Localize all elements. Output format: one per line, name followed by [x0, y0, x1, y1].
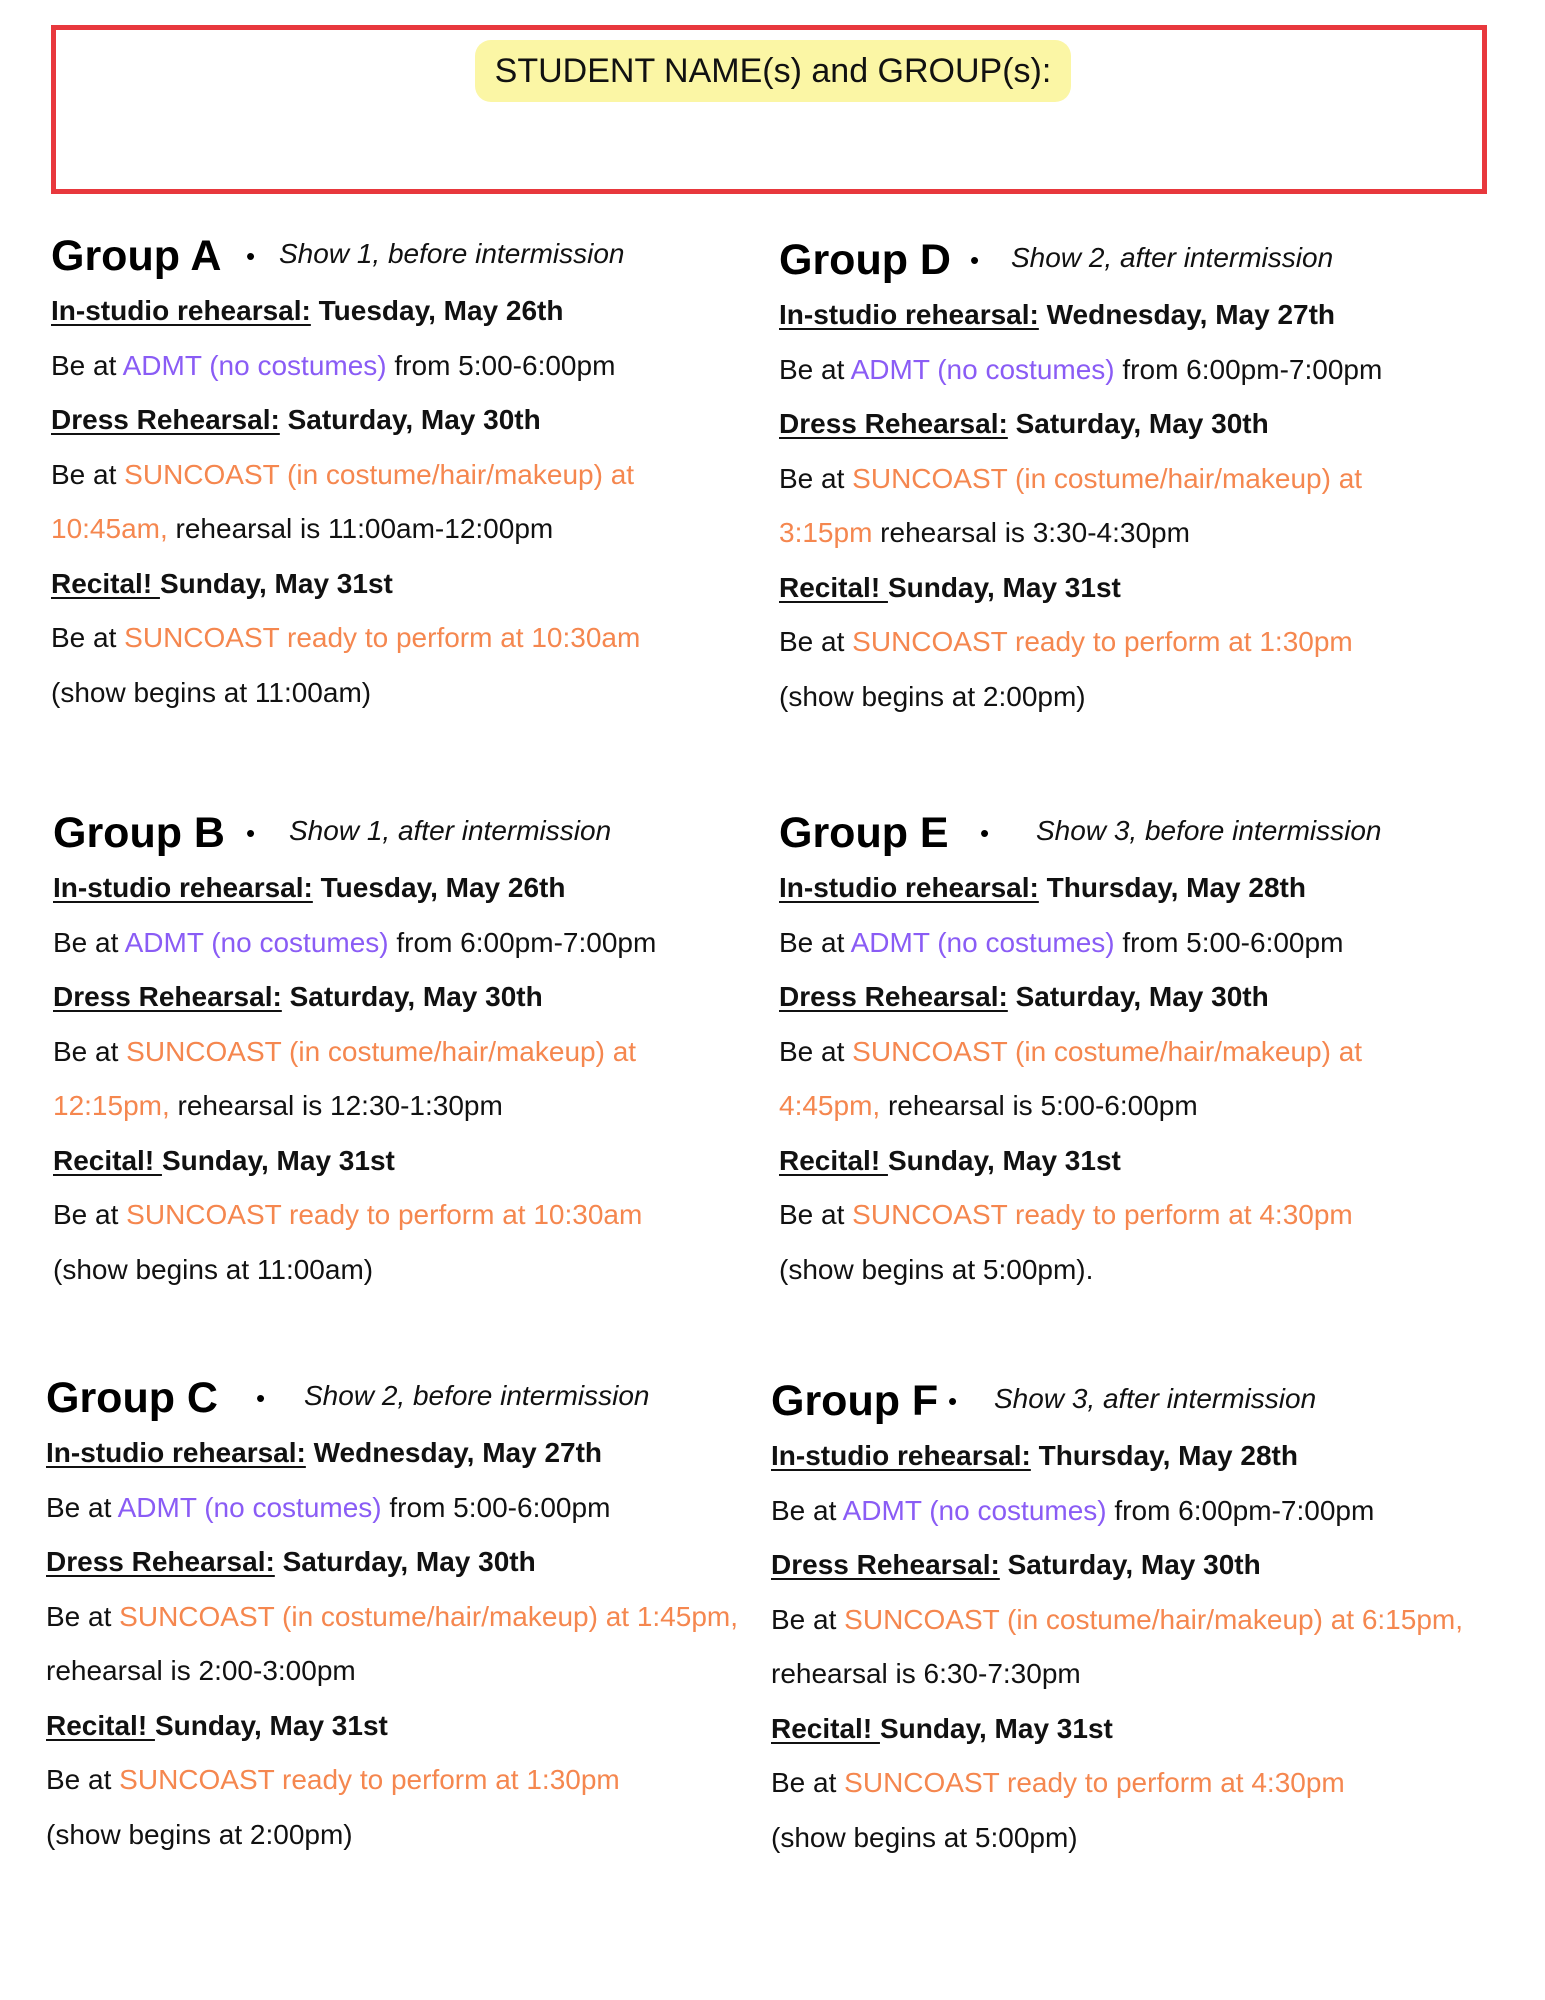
- dress-rehearsal-heading: [51, 393, 771, 448]
- studio-prefix: Be at: [771, 1494, 843, 1526]
- studio-prefix: Be at: [779, 926, 851, 958]
- recital-heading: [779, 1134, 1499, 1189]
- studio-time: from 6:00pm-7:00pm: [1114, 353, 1383, 385]
- studio-prefix: Be at: [51, 349, 123, 381]
- recital-label: Recital!: [46, 1709, 155, 1741]
- group-block: [53, 805, 773, 1297]
- studio-rehearsal-date: Tuesday, May 26th: [312, 872, 566, 903]
- recital-location: SUNCOAST ready to perform at 1:30pm: [852, 626, 1353, 657]
- dress-location: SUNCOAST (in costume/hair/makeup) at: [126, 1035, 637, 1067]
- dress-rehearsal-detail: [53, 1025, 773, 1080]
- recital-label: Recital!: [771, 1712, 880, 1744]
- dress-call-time: 12:15pm,: [53, 1090, 170, 1121]
- show-begins: (show begins at 2:00pm): [46, 1818, 353, 1850]
- bullet-icon: •: [970, 245, 980, 275]
- dress-prefix: Be at: [46, 1600, 120, 1632]
- studio-prefix: Be at: [46, 1491, 118, 1523]
- dress-call-time: 3:15pm: [779, 517, 873, 548]
- studio-time: from 5:00-6:00pm: [386, 349, 616, 381]
- recital-date: Sunday, May 31st: [161, 1144, 395, 1176]
- studio-location: ADMT (no costumes): [850, 926, 1115, 958]
- show-info: Show 2, before intermission: [304, 1380, 650, 1411]
- studio-rehearsal-heading: [53, 861, 773, 916]
- dress-rehearsal-detail: [779, 452, 1499, 507]
- dress-location: SUNCOAST (in costume/hair/makeup) at: [852, 462, 1363, 494]
- bullet-icon: •: [980, 818, 990, 848]
- studio-rehearsal-detail: [779, 343, 1499, 398]
- group-header: [771, 1373, 1491, 1429]
- show-begins: (show begins at 11:00am): [51, 676, 372, 708]
- recital-heading: [51, 557, 771, 612]
- group-title: Group D: [779, 236, 951, 284]
- recital-location: SUNCOAST ready to perform at 4:30pm: [844, 1767, 1345, 1798]
- studio-rehearsal-heading: [46, 1426, 766, 1481]
- dress-rehearsal-time: [51, 502, 771, 557]
- group-header: [46, 1370, 766, 1426]
- dress-rehearsal-heading: [779, 970, 1499, 1025]
- studio-time: from 6:00pm-7:00pm: [1106, 1494, 1375, 1526]
- studio-rehearsal-date: Wednesday, May 27th: [1038, 299, 1336, 330]
- studio-rehearsal-date: Tuesday, May 26th: [310, 295, 564, 326]
- recital-label: Recital!: [779, 571, 888, 603]
- recital-heading: [771, 1702, 1491, 1757]
- recital-location: SUNCOAST ready to perform at 10:30am: [126, 1199, 643, 1230]
- recital-location: SUNCOAST ready to perform at 1:30pm: [119, 1764, 620, 1795]
- dress-rehearsal-heading: [779, 397, 1499, 452]
- group-header: [51, 228, 771, 284]
- studio-rehearsal-label: In-studio rehearsal:: [53, 872, 313, 903]
- show-begins: (show begins at 5:00pm).: [779, 1253, 1094, 1285]
- dress-rehearsal-detail: [771, 1593, 1491, 1648]
- recital-label: Recital!: [53, 1144, 162, 1176]
- dress-rehearsal-date: Saturday, May 30th: [1007, 408, 1269, 439]
- recital-detail: [53, 1188, 773, 1243]
- studio-rehearsal-heading: [51, 284, 771, 339]
- studio-rehearsal-label: In-studio rehearsal:: [771, 1440, 1031, 1471]
- dress-rehearsal-detail: [779, 1025, 1499, 1080]
- dress-rehearsal-date: Saturday, May 30th: [1007, 981, 1269, 1012]
- recital-prefix: Be at: [46, 1764, 120, 1795]
- dress-rehearsal-heading: [53, 970, 773, 1025]
- dress-rehearsal-label: Dress Rehearsal:: [51, 404, 280, 435]
- recital-prefix: Be at: [779, 1199, 853, 1230]
- studio-rehearsal-heading: [779, 288, 1499, 343]
- studio-rehearsal-detail: [53, 916, 773, 971]
- recital-detail: [771, 1756, 1491, 1811]
- recital-label: Recital!: [51, 567, 160, 599]
- dress-rehearsal-window: rehearsal is 12:30-1:30pm: [169, 1090, 503, 1121]
- recital-heading: [53, 1134, 773, 1189]
- studio-rehearsal-detail: [779, 916, 1499, 971]
- dress-rehearsal-time: [46, 1644, 766, 1699]
- dress-rehearsal-label: Dress Rehearsal:: [779, 981, 1008, 1012]
- bullet-icon: •: [246, 818, 256, 848]
- dress-rehearsal-date: Saturday, May 30th: [279, 404, 541, 435]
- dress-rehearsal-window: rehearsal is 2:00-3:00pm: [46, 1655, 356, 1686]
- dress-rehearsal-time: [779, 506, 1499, 561]
- show-info: Show 2, after intermission: [1011, 242, 1334, 273]
- studio-location: ADMT (no costumes): [850, 353, 1115, 385]
- dress-location: SUNCOAST (in costume/hair/makeup) at: [852, 1035, 1363, 1067]
- recital-date: Sunday, May 31st: [159, 567, 393, 599]
- recital-detail: [779, 1188, 1499, 1243]
- dress-rehearsal-window: rehearsal is 11:00am-12:00pm: [167, 513, 554, 544]
- dress-rehearsal-time: [779, 1079, 1499, 1134]
- dress-location: SUNCOAST (in costume/hair/makeup) at 6:15pm,: [844, 1603, 1464, 1635]
- recital-prefix: Be at: [779, 626, 853, 657]
- dress-rehearsal-date: Saturday, May 30th: [999, 1549, 1261, 1580]
- show-begins: (show begins at 2:00pm): [779, 680, 1086, 712]
- group-title: Group F: [771, 1377, 939, 1425]
- recital-prefix: Be at: [771, 1767, 845, 1798]
- dress-rehearsal-window: rehearsal is 3:30-4:30pm: [872, 517, 1190, 548]
- dress-rehearsal-heading: [46, 1535, 766, 1590]
- dress-location: SUNCOAST (in costume/hair/makeup) at 1:45pm,: [119, 1600, 739, 1632]
- dress-location: SUNCOAST (in costume/hair/makeup) at: [124, 458, 635, 490]
- group-header: [53, 805, 773, 861]
- dress-call-time: 4:45pm,: [779, 1090, 881, 1121]
- studio-rehearsal-detail: [46, 1481, 766, 1536]
- recital-location: SUNCOAST ready to perform at 4:30pm: [852, 1199, 1353, 1230]
- studio-rehearsal-date: Wednesday, May 27th: [305, 1437, 603, 1468]
- studio-location: ADMT (no costumes): [117, 1491, 382, 1523]
- recital-label: Recital!: [779, 1144, 888, 1176]
- group-title: Group B: [53, 809, 225, 857]
- dress-prefix: Be at: [771, 1603, 845, 1635]
- recital-heading: [46, 1699, 766, 1754]
- recital-detail: [46, 1753, 766, 1808]
- show-info: Show 3, after intermission: [994, 1383, 1317, 1414]
- group-title: Group C: [46, 1374, 218, 1422]
- recital-date: Sunday, May 31st: [887, 1144, 1121, 1176]
- show-begins: (show begins at 5:00pm): [771, 1821, 1078, 1853]
- bullet-icon: •: [246, 241, 256, 271]
- studio-rehearsal-label: In-studio rehearsal:: [779, 299, 1039, 330]
- recital-detail: [51, 611, 771, 666]
- bullet-icon: •: [948, 1386, 958, 1416]
- group-block: [46, 1370, 766, 1862]
- studio-location: ADMT (no costumes): [122, 349, 387, 381]
- studio-location: ADMT (no costumes): [842, 1494, 1107, 1526]
- show-info: Show 1, before intermission: [279, 238, 625, 269]
- studio-rehearsal-detail: [771, 1484, 1491, 1539]
- recital-prefix: Be at: [51, 622, 125, 653]
- show-begins: (show begins at 11:00am): [53, 1253, 374, 1285]
- studio-prefix: Be at: [53, 926, 125, 958]
- group-block: [771, 1373, 1491, 1865]
- group-block: [51, 228, 771, 720]
- dress-rehearsal-date: Saturday, May 30th: [281, 981, 543, 1012]
- studio-rehearsal-label: In-studio rehearsal:: [779, 872, 1039, 903]
- show-info: Show 1, after intermission: [289, 815, 612, 846]
- dress-rehearsal-label: Dress Rehearsal:: [779, 408, 1008, 439]
- studio-location: ADMT (no costumes): [124, 926, 389, 958]
- recital-date: Sunday, May 31st: [154, 1709, 388, 1741]
- studio-time: from 5:00-6:00pm: [381, 1491, 611, 1523]
- dress-rehearsal-window: rehearsal is 5:00-6:00pm: [880, 1090, 1198, 1121]
- bullet-icon: •: [256, 1383, 266, 1413]
- group-block: [779, 805, 1499, 1297]
- dress-rehearsal-detail: [51, 448, 771, 503]
- dress-rehearsal-window: rehearsal is 6:30-7:30pm: [771, 1658, 1081, 1689]
- student-name-label: STUDENT NAME(s) and GROUP(s):: [475, 40, 1071, 102]
- studio-rehearsal-detail: [51, 339, 771, 394]
- dress-prefix: Be at: [779, 462, 853, 494]
- dress-prefix: Be at: [53, 1035, 127, 1067]
- recital-location: SUNCOAST ready to perform at 10:30am: [124, 622, 641, 653]
- studio-prefix: Be at: [779, 353, 851, 385]
- dress-rehearsal-label: Dress Rehearsal:: [53, 981, 282, 1012]
- recital-detail: [779, 615, 1499, 670]
- studio-time: from 5:00-6:00pm: [1114, 926, 1344, 958]
- studio-rehearsal-heading: [779, 861, 1499, 916]
- studio-time: from 6:00pm-7:00pm: [388, 926, 657, 958]
- group-header: [779, 805, 1499, 861]
- studio-rehearsal-heading: [771, 1429, 1491, 1484]
- studio-rehearsal-label: In-studio rehearsal:: [46, 1437, 306, 1468]
- studio-rehearsal-date: Thursday, May 28th: [1038, 872, 1306, 903]
- dress-prefix: Be at: [779, 1035, 853, 1067]
- dress-rehearsal-time: [53, 1079, 773, 1134]
- dress-call-time: 10:45am,: [51, 513, 168, 544]
- recital-heading: [779, 561, 1499, 616]
- studio-rehearsal-label: In-studio rehearsal:: [51, 295, 311, 326]
- dress-rehearsal-heading: [771, 1538, 1491, 1593]
- group-title: Group A: [51, 232, 222, 280]
- dress-prefix: Be at: [51, 458, 125, 490]
- studio-rehearsal-date: Thursday, May 28th: [1030, 1440, 1298, 1471]
- group-block: [779, 232, 1499, 724]
- dress-rehearsal-date: Saturday, May 30th: [274, 1546, 536, 1577]
- dress-rehearsal-time: [771, 1647, 1491, 1702]
- group-title: Group E: [779, 809, 949, 857]
- dress-rehearsal-label: Dress Rehearsal:: [771, 1549, 1000, 1580]
- dress-rehearsal-label: Dress Rehearsal:: [46, 1546, 275, 1577]
- dress-rehearsal-detail: [46, 1590, 766, 1645]
- recital-date: Sunday, May 31st: [879, 1712, 1113, 1744]
- group-header: [779, 232, 1499, 288]
- recital-date: Sunday, May 31st: [887, 571, 1121, 603]
- show-info: Show 3, before intermission: [1036, 815, 1382, 846]
- recital-prefix: Be at: [53, 1199, 127, 1230]
